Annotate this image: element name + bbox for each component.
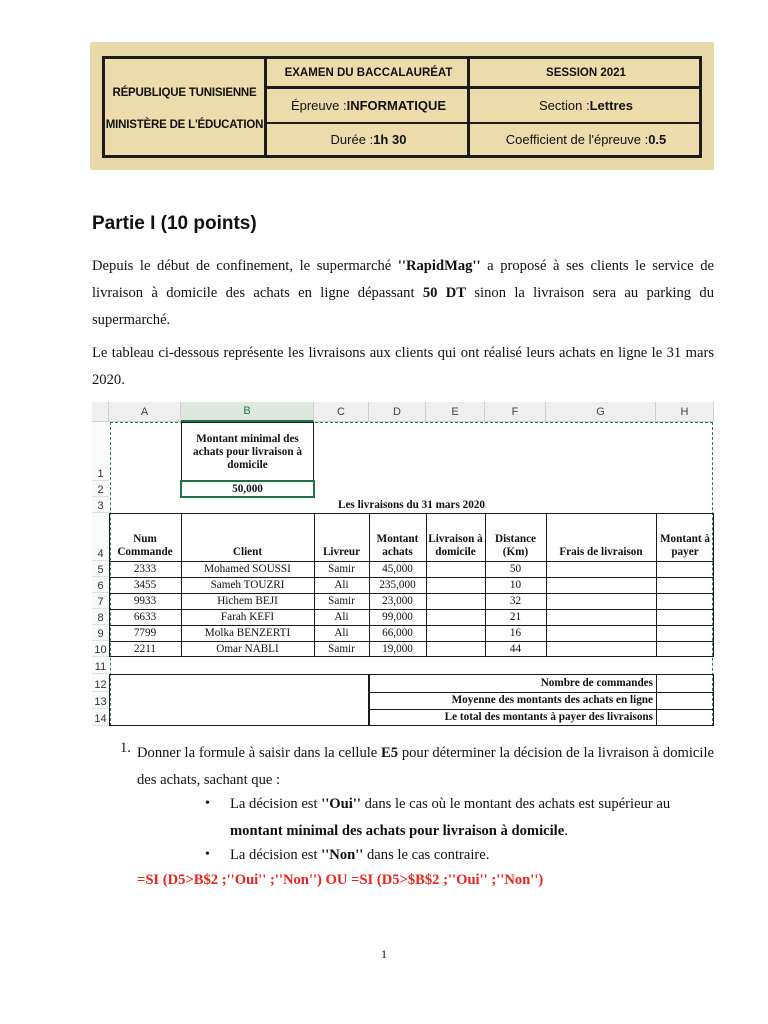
column-header-h[interactable]: H: [656, 402, 714, 422]
cell-d7[interactable]: 23,000: [382, 594, 413, 607]
cell-f10[interactable]: 44: [509, 642, 522, 655]
cell-f8[interactable]: 21: [509, 610, 522, 623]
cell-a9[interactable]: 7799: [133, 626, 157, 639]
intro-paragraph-2: Le tableau ci-dessous représente les livraisons aux clients qui ont réalisé leurs achats en ligne le 31 mars 2020.: [92, 345, 714, 388]
header-livraison-domicile[interactable]: Livraison à domicile: [428, 533, 483, 558]
cell-a8[interactable]: 6633: [133, 610, 157, 623]
cell-c6[interactable]: Ali: [334, 578, 349, 591]
exam-header-frame: [102, 56, 702, 158]
page-number: 1: [381, 947, 387, 961]
column-header-d[interactable]: D: [369, 402, 426, 422]
bullet-1-text: La décision est ''Oui'' dans le cas où le montant des achats est supérieur au montant minimal des achats pour livraison à domicile.: [230, 796, 671, 839]
row-header-6[interactable]: 6: [92, 577, 109, 593]
cell-c8[interactable]: Ali: [334, 610, 349, 623]
row-header-4[interactable]: 4: [92, 513, 109, 561]
bullet-1-icon: •: [205, 796, 210, 811]
cell-a5[interactable]: 2333: [133, 562, 157, 575]
question-number: 1.: [120, 740, 131, 756]
cell-f7[interactable]: 32: [509, 594, 522, 607]
header-montant-payer[interactable]: Montant à payer: [659, 533, 711, 558]
row-header-7[interactable]: 7: [92, 593, 109, 609]
cell-c5[interactable]: Samir: [328, 562, 355, 575]
header-distance[interactable]: Distance (Km): [494, 533, 536, 558]
summary-moyenne-achats[interactable]: Moyenne des montants des achats en ligne: [451, 694, 653, 706]
row-header-3[interactable]: 3: [92, 497, 109, 513]
column-header-c[interactable]: C: [314, 402, 369, 422]
row-header-8[interactable]: 8: [92, 609, 109, 625]
column-header-g[interactable]: G: [546, 402, 656, 422]
summary-nombre-commandes[interactable]: Nombre de commandes: [540, 676, 653, 689]
cell-b7[interactable]: Hichem BEJI: [217, 594, 278, 607]
cell-d8[interactable]: 99,000: [382, 610, 413, 623]
header-exam: EXAMEN DU BACCALAURÉAT: [284, 66, 453, 79]
exam-header-banner: [90, 42, 714, 170]
summary-total-payer[interactable]: Le total des montants à payer des livraisons: [444, 711, 653, 723]
answer-formula: =SI (D5>B$2 ;''Oui'' ;''Non'') OU =SI (D5>$B$2 ;''Oui'' ;''Non''): [137, 872, 544, 888]
row-header-13[interactable]: 13: [92, 692, 109, 709]
summary-left-frame: [109, 674, 369, 726]
cell-a7[interactable]: 9933: [133, 594, 157, 607]
header-num-commande[interactable]: Num Commande: [117, 533, 173, 558]
question-1-text: Donner la formule à saisir dans la cellule E5 pour déterminer la décision de la livraison à domicile des achats, sachant que :: [137, 745, 714, 788]
spreadsheet: [92, 402, 714, 727]
cell-c7[interactable]: Samir: [328, 594, 355, 607]
header-ministry: MINISTÈRE DE L'ÉDUCATION: [105, 119, 264, 131]
cell-d10[interactable]: 19,000: [382, 642, 413, 655]
cell-f9[interactable]: 16: [509, 626, 522, 639]
cell-b5[interactable]: Mohamed SOUSSI: [204, 562, 291, 575]
header-coefficient: Coefficient de l'épreuve : 0.5: [505, 132, 667, 147]
header-epreuve: Épreuve : INFORMATIQUE: [290, 98, 447, 113]
cell-b9[interactable]: Molka BENZERTI: [204, 626, 291, 639]
cell-d6[interactable]: 235,000: [379, 578, 416, 591]
row-header-1[interactable]: 1: [92, 422, 109, 481]
header-duree: Durée : 1h 30: [330, 132, 407, 147]
row-header-5[interactable]: 5: [92, 561, 109, 577]
cell-a10[interactable]: 2211: [134, 642, 156, 655]
header-client[interactable]: Client: [232, 546, 263, 558]
cell-b1[interactable]: Montant minimal des achats pour livraison à domicile: [193, 433, 302, 471]
cell-c10[interactable]: Samir: [328, 642, 355, 655]
header-country: RÉPUBLIQUE TUNISIENNE: [112, 87, 257, 99]
cell-d5[interactable]: 45,000: [382, 562, 413, 575]
header-livreur[interactable]: Livreur: [322, 546, 361, 558]
section-title: Partie I (10 points): [92, 213, 257, 234]
cell-b2[interactable]: 50,000: [232, 482, 263, 495]
column-header-e[interactable]: E: [426, 402, 485, 422]
header-frais-livraison[interactable]: Frais de livraison: [559, 546, 643, 558]
row-header-14[interactable]: 14: [92, 709, 109, 726]
column-header-a[interactable]: A: [109, 402, 181, 422]
header-session: SESSION 2021: [546, 66, 626, 79]
cell-a6[interactable]: 3455: [133, 578, 157, 591]
bullet-2-text: La décision est ''Non'' dans le cas contraire.: [230, 847, 490, 863]
row-header-12[interactable]: 12: [92, 674, 109, 692]
row-header-2[interactable]: 2: [92, 481, 109, 497]
column-header-f[interactable]: F: [485, 402, 546, 422]
cell-c9[interactable]: Ali: [334, 626, 349, 639]
cell-d9[interactable]: 66,000: [382, 626, 413, 639]
header-montant-achats[interactable]: Montant achats: [376, 533, 419, 558]
cell-f6[interactable]: 10: [509, 578, 522, 591]
cell-f5[interactable]: 50: [509, 562, 522, 575]
row-header-11[interactable]: 11: [92, 657, 109, 674]
header-institution: [105, 59, 267, 155]
intro-paragraph-1: Depuis le début de confinement, le supermarché ''RapidMag'' a proposé à ses clients le service de livraison à domicile des achats en ligne dépassant 50 DT sinon la livraison sera au parking du supermarché.: [92, 258, 714, 328]
row-header-10[interactable]: 10: [92, 641, 109, 657]
cell-b6[interactable]: Sameh TOUZRI: [210, 578, 285, 591]
sheet-corner[interactable]: [92, 402, 109, 422]
header-section: Section : Lettres: [539, 98, 633, 113]
bullet-2-icon: •: [205, 847, 210, 862]
table-title[interactable]: Les livraisons du 31 mars 2020: [337, 498, 485, 511]
cell-b10[interactable]: Omar NABLI: [216, 642, 279, 655]
row-header-9[interactable]: 9: [92, 625, 109, 641]
column-header-b[interactable]: B: [181, 402, 314, 422]
cell-b8[interactable]: Farah KEFI: [220, 610, 275, 623]
